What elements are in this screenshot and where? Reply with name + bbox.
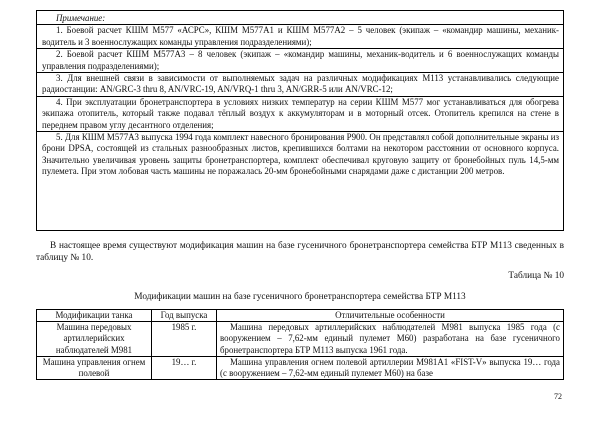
table-header-row	[37, 310, 564, 322]
modifications-table	[36, 309, 564, 380]
page-number: 72	[554, 392, 562, 401]
note-item-3: 3. Для внешней связи в зависимости от выполняемых задач на различных модификациях М113 устанавливались следующие радиостанции: AN/GRC-3 thru 8, AN/VRC-19, AN/VRQ-1 thru 3, AN/GRR-5 или AN/VRC-12;	[42, 73, 559, 95]
cell-features: Машина передовых артиллерийских наблюдателей М981 выпуска 1985 года (с вооружением – 7,62-мм единый пулемет М60) разработана на базе гусеничного бронетранспортера БТР М113 выпуска 1961 года.	[217, 322, 564, 357]
note-item-4: 4. При эксплуатации бронетранспортера в условиях низких температур на серии КШМ М577 мог устанавливаться для обогрева экипажа отопитель, который также подавал тёплый воздух к аккумуляторам и в моторный отсек. Отопитель крепился на стене в переднем правом углу десантного отделения;	[42, 96, 559, 130]
table-row	[37, 322, 564, 357]
note-item-5: 5. Для КШМ М577А3 выпуска 1994 года комплект навесного бронирования P900. Он представлял собой дополнительные экраны из брони DPSA, состоящей из стальных разнообразных листов, крепившихся болтами на некотором расстоянии от основного корпуса. Значительно увеличивая уровень защиты бронетранспортера, комплект обеспечивал круговую защиту от бронебойных пуль 14,5-мм пулемета. При этом лобовая часть машины не поражалась 20-мм бронебойными снарядами даже с дистанции 200 метров.	[42, 132, 559, 177]
table-number: Таблица № 10	[508, 271, 564, 281]
body-paragraph: В настоящее время существуют модификация машин на базе гусеничного бронетранспортера семейства БТР М113 сведенных в таблицу № 10.	[36, 241, 564, 263]
cell-year: 1985 г.	[152, 322, 217, 357]
cell-year: 19… г.	[152, 356, 217, 379]
header-year: Год выпуска	[152, 310, 217, 322]
header-modification: Модификации танка	[37, 310, 152, 322]
table-row	[37, 356, 564, 379]
cell-modification: Машина передовых артиллерийских наблюдателей М981	[37, 322, 152, 357]
notes-box	[36, 10, 564, 231]
notes-title: Примечание:	[56, 13, 106, 23]
note-item-2: 2. Боевой расчет КШМ М577А3 – 8 человек (экипаж – «командир машины, механик-водитель и 6 военнослужащих команды управления подразделениями);	[42, 49, 559, 71]
header-features: Отличительные особенности	[217, 310, 564, 322]
cell-modification: Машина управления огнем полевой	[37, 356, 152, 379]
note-item-1: 1. Боевой расчет КШМ М577 «АСРС», КШМ М577А1 и КШМ М577А2 – 5 человек (экипаж – «командир машины, механик-водитель и 3 военнослужащих команды управления подразделениями);	[42, 25, 559, 47]
cell-features: Машина управления огнем полевой артиллерии М981А1 «FIST-V» выпуска 19… года (с вооружением – 7,62-мм единый пулемет М60) на базе	[217, 356, 564, 379]
table-caption: Модификации машин на базе гусеничного бронетранспортера семейства БТР М113	[134, 292, 466, 302]
